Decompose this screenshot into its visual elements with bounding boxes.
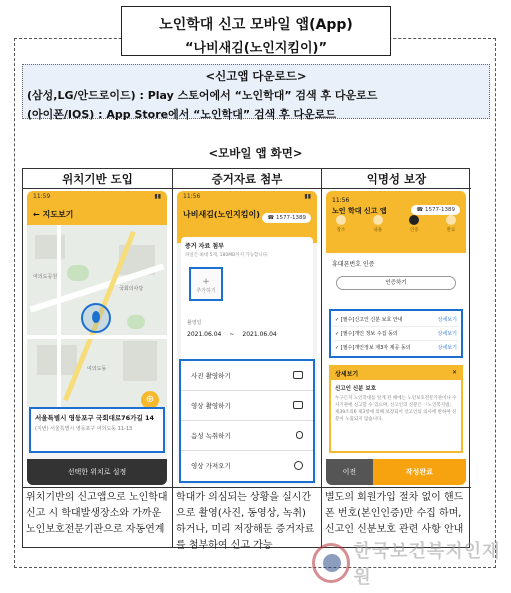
app-title: 나비새김(노인지킴이) bbox=[183, 210, 260, 219]
download-info-box bbox=[22, 64, 490, 119]
record-video-item[interactable]: 영상 촬영하기 bbox=[181, 391, 313, 421]
status-bar: 11:56 ▮▮ bbox=[177, 191, 317, 203]
evidence-card: 증거 자료 첨부 파일은 최대 5개, 180MB까지 가능합니다. + 추가하기 촬영일 2021.06.04 ~ 2021.06.04 bbox=[181, 237, 313, 363]
verify-button[interactable]: 인증하기 bbox=[336, 276, 456, 290]
take-photo-item[interactable]: 사진 촬영하기 bbox=[181, 361, 313, 391]
capture-menu bbox=[179, 359, 315, 483]
feature-table bbox=[22, 168, 470, 551]
anonymity-screen bbox=[326, 191, 466, 485]
selected-address: 서울특별시 영등포구 국회대로76가길 14 (지번) 서울특별시 영등포구 여의도동 11-13 bbox=[29, 407, 165, 453]
import-video-item[interactable]: 영상 가져오기 bbox=[181, 451, 313, 481]
submit-button[interactable]: 작성완료 bbox=[373, 459, 466, 485]
set-location-button[interactable]: 선택한 위치로 설정 bbox=[27, 459, 167, 485]
status-bar: 11:59 ▮▮ bbox=[33, 193, 161, 200]
column-header: 증거자료 첨부 bbox=[173, 169, 321, 189]
column-header: 위치기반 도입 bbox=[23, 169, 172, 189]
column-evidence bbox=[173, 169, 322, 551]
title-box bbox=[121, 6, 391, 56]
column-header: 익명성 보장 bbox=[322, 169, 471, 189]
close-icon[interactable]: ✕ bbox=[451, 369, 457, 376]
mic-icon bbox=[296, 431, 303, 439]
verify-panel: 휴대폰번호 인증 인증하기 ✓ [필수]신고인 신분 보호 안내 상세보기 ✓ [필수]개인 정보 수집 동의 상세보기 ✓ [필수]개인정보 제3자 제공 동의 상세보기 상세보기 ✕ 신고인 신분 보호 누구든지 노인학대를 알게 된 때에는 노인보호전문기관이나 수사기관에 신고할 수 있으며, 신고인의 신분은 「노인복지법」 제39조의6 제3항에 의해 보장되어 신고인의 의사에 반하여 신분이 노출되지 않습니다. 이전 작성완료 bbox=[326, 253, 466, 485]
consent-item[interactable]: ✓ [필수]개인 정보 수집 동의 상세보기 bbox=[333, 327, 459, 341]
phone-icon: ☎ bbox=[267, 215, 277, 221]
add-file-button[interactable]: + 추가하기 bbox=[189, 267, 223, 301]
consent-list bbox=[329, 309, 463, 358]
map-screen bbox=[27, 191, 167, 485]
column-location bbox=[23, 169, 173, 547]
download-ios: (아이폰/IOS) : App Store에서 “노인학대” 검색 후 다운로드 bbox=[27, 108, 337, 121]
column-anonymity bbox=[322, 169, 471, 547]
call-button[interactable]: ☎ 1577-1389 bbox=[262, 213, 311, 223]
map-view[interactable]: 여의도공원 국회의사당 여의도동 ⊕ bbox=[27, 225, 167, 407]
camera-icon bbox=[293, 371, 303, 379]
download-android: (삼성,LG/안드로이드) : Play 스토어에서 “노인학대” 검색 후 다운로드 bbox=[27, 89, 378, 102]
progress-steps: 장소 내용 인증 완료 bbox=[334, 215, 458, 233]
location-pin-icon bbox=[81, 303, 111, 333]
play-icon bbox=[294, 461, 303, 470]
plus-icon: + bbox=[202, 277, 210, 287]
column-description: 위치기반의 신고앱으로 노인학대 신고 시 학대발생장소와 가까운 노인보호전문기관으로 자동연계 bbox=[23, 487, 172, 540]
consent-item[interactable]: ✓ [필수]개인정보 제3자 제공 동의 상세보기 bbox=[335, 345, 457, 351]
back-button[interactable]: 이전 bbox=[326, 459, 373, 485]
record-audio-item[interactable]: 음성 녹취하기 bbox=[181, 421, 313, 451]
download-heading: <신고앱 다운로드> bbox=[205, 69, 307, 83]
page-title: 노인학대 신고 모바일 앱(App) bbox=[159, 17, 353, 33]
detail-modal: 상세보기 ✕ 신고인 신분 보호 누구든지 노인학대를 알게 된 때에는 노인보호전문기관이나 수사기관에 신고할 수 있으며, 신고인의 신분은 「노인복지법」 제39조의6 제3항에 의해 보장되어 신고인의 의사에 반하여 신분이 노출되지 않습니다. bbox=[329, 365, 463, 453]
column-description: 별도의 회원가입 절차 없이 핸드폰 번호(본인인증)만 수집 하며, 신고인 신분보호 관련 사항 안내 bbox=[322, 487, 471, 540]
date-range[interactable]: 2021.06.04 ~ 2021.06.04 bbox=[187, 331, 277, 338]
evidence-screen bbox=[177, 191, 317, 485]
call-button[interactable]: ☎ 1577-1389 bbox=[411, 205, 460, 215]
phone-icon: ☎ bbox=[416, 207, 426, 213]
report-header: 11:56 노인 학대 신고 앱 ☎ 1577-1389 장소 내용 인증 완료 bbox=[326, 191, 466, 253]
column-description: 학대가 의심되는 상황을 실시간으로 촬영(사진, 동영상, 녹취) 하거나, 미리 저장해둔 증거자료를 첨부하여 신고 가능 bbox=[173, 487, 321, 556]
map-header[interactable]: ← 지도보기 bbox=[27, 203, 167, 225]
app-title: 노인 학대 신고 앱 bbox=[332, 207, 387, 215]
section-title: <모바일 앱 화면> bbox=[208, 146, 303, 160]
current-location-icon[interactable]: ⊕ bbox=[141, 391, 159, 409]
watermark: 한국보건복지인재원 bbox=[312, 537, 511, 589]
app-name: “나비새김(노인지킴이)” bbox=[185, 41, 327, 56]
seal-icon bbox=[312, 543, 350, 583]
video-icon bbox=[293, 401, 303, 409]
consent-item[interactable]: ✓ [필수]신고인 신분 보호 안내 상세보기 bbox=[333, 313, 459, 327]
